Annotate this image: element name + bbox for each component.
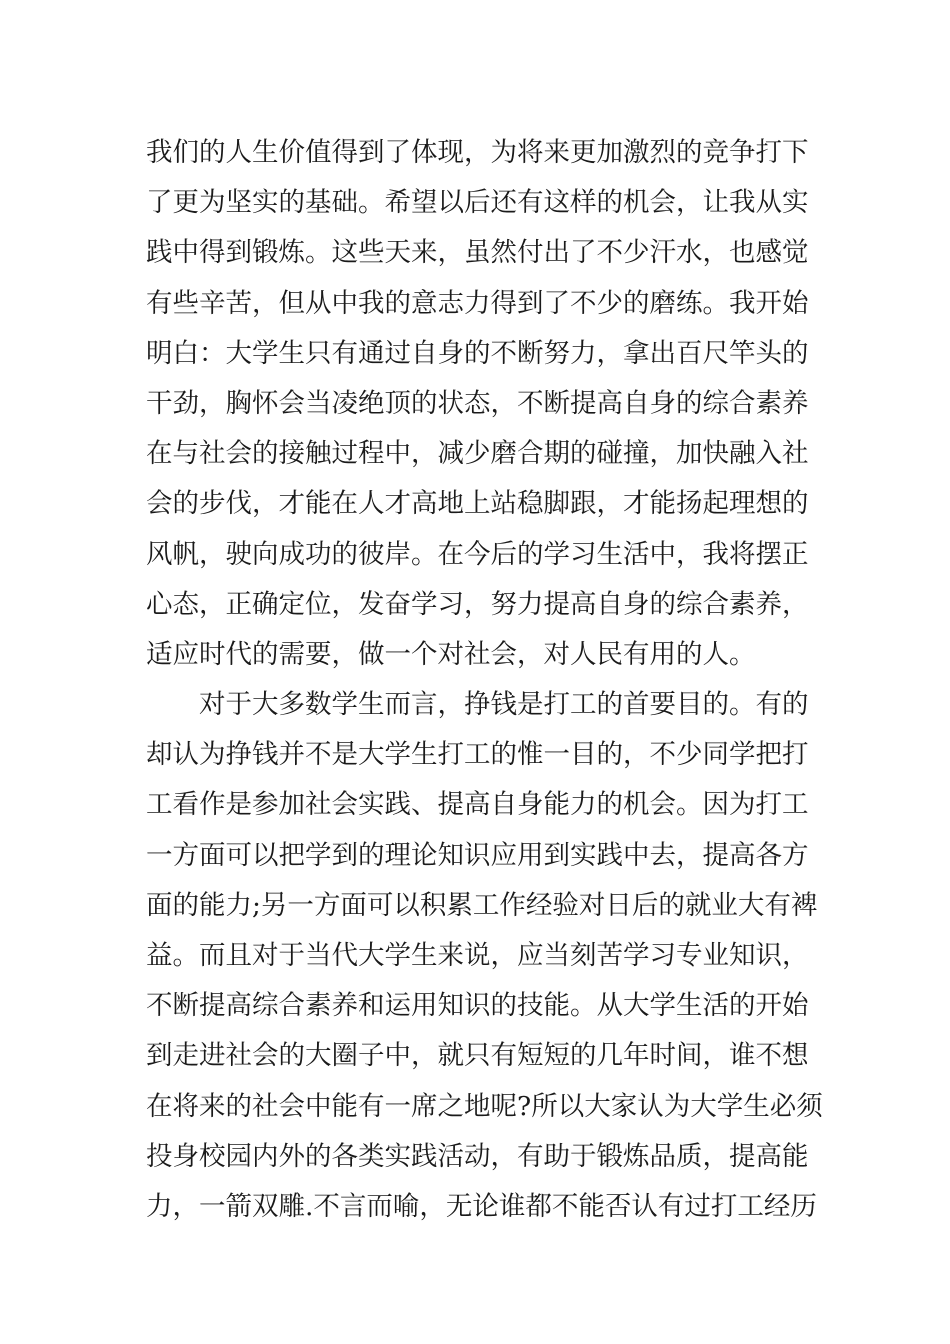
paragraph-line: 面的能力;另一方面可以积累工作经验对日后的就业大有裨	[146, 889, 818, 921]
paragraph-line: 风帆，驶向成功的彼岸。在今后的学习生活中，我将摆正	[146, 538, 809, 570]
paragraph-line: 不断提高综合素养和运用知识的技能。从大学生活的开始	[146, 990, 809, 1022]
paragraph-line: 在与社会的接触过程中，减少磨合期的碰撞，加快融入社	[146, 438, 809, 470]
paragraph-line: 我们的人生价值得到了体现，为将来更加激烈的竞争打下	[146, 137, 809, 168]
paragraph-line: 力，一箭双雕.不言而喻，无论谁都不能否认有过打工经历	[146, 1190, 817, 1222]
paragraph-line: 到走进社会的大圈子中，就只有短短的几年时间，谁不想	[146, 1040, 809, 1072]
paragraph-first-line: 对于大多数学生而言，挣钱是打工的首要目的。有的	[199, 689, 809, 721]
paragraph-1	[146, 128, 809, 680]
paragraph-line: 在将来的社会中能有一席之地呢?所以大家认为大学生必须	[146, 1090, 823, 1122]
paragraph-line: 有些辛苦，但从中我的意志力得到了不少的磨练。我开始	[146, 287, 809, 319]
paragraph-line: 了更为坚实的基础。希望以后还有这样的机会，让我从实	[146, 187, 809, 219]
paragraph-line: 投身校园内外的各类实践活动，有助于锻炼品质，提高能	[146, 1140, 809, 1172]
paragraph-line: 却认为挣钱并不是大学生打工的惟一目的，不少同学把打	[146, 739, 809, 771]
paragraph-line: 会的步伐，才能在人才高地上站稳脚跟，才能扬起理想的	[146, 488, 809, 520]
document-body	[146, 128, 823, 1232]
paragraph-line: 适应时代的需要，做一个对社会，对人民有用的人。	[146, 638, 756, 670]
paragraph-line: 益。而且对于当代大学生来说，应当刻苦学习专业知识，	[146, 940, 809, 971]
paragraph-line: 干劲，胸怀会当凌绝顶的状态，不断提高自身的综合素养	[146, 387, 809, 419]
paragraph-2	[146, 680, 823, 1232]
paragraph-line: 践中得到锻炼。这些天来，虽然付出了不少汗水，也感觉	[146, 237, 809, 269]
paragraph-line: 心态，正确定位，发奋学习，努力提高自身的综合素养，	[146, 588, 809, 620]
paragraph-line: 明白：大学生只有通过自身的不断努力，拿出百尺竿头的	[146, 337, 809, 369]
paragraph-line: 工看作是参加社会实践、提高自身能力的机会。因为打工	[146, 789, 809, 821]
paragraph-line: 一方面可以把学到的理论知识应用到实践中去，提高各方	[146, 839, 809, 871]
